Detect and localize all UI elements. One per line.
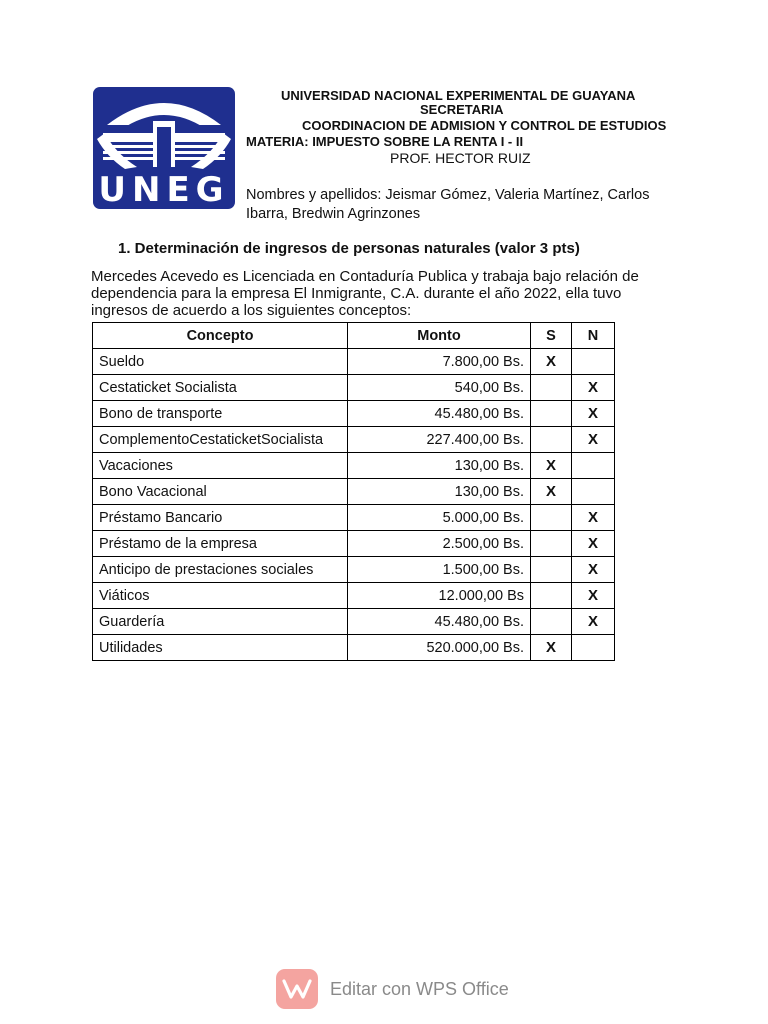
cell-s [531,375,572,401]
table-row [93,505,615,531]
table-row [93,401,615,427]
cell-n [572,453,615,479]
cell-amount: 45.480,00 Bs. [348,401,531,427]
cell-concept: Vacaciones [93,453,348,479]
cell-s: X [531,635,572,661]
cell-n: X [572,531,615,557]
cell-n: X [572,609,615,635]
cell-concept: Viáticos [93,583,348,609]
cell-amount: 45.480,00 Bs. [348,609,531,635]
cell-n [572,635,615,661]
table-row [93,349,615,375]
cell-concept: Utilidades [93,635,348,661]
cell-concept: Bono Vacacional [93,479,348,505]
cell-amount: 7.800,00 Bs. [348,349,531,375]
cell-s: X [531,453,572,479]
wps-office-icon [276,969,318,1009]
income-table [92,322,615,661]
cell-n: X [572,401,615,427]
cell-amount: 130,00 Bs. [348,453,531,479]
header-subject: MATERIA: IMPUESTO SOBRE LA RENTA I - II [246,134,524,149]
logo-wordmark: UNEG [98,170,230,210]
cell-n: X [572,375,615,401]
table-row [93,557,615,583]
cell-amount: 5.000,00 Bs. [348,505,531,531]
table-row [93,453,615,479]
section-title: 1. Determinación de ingresos de personas naturales (valor 3 pts) [118,240,580,257]
cell-s [531,557,572,583]
cell-s [531,583,572,609]
cell-amount: 1.500,00 Bs. [348,557,531,583]
cell-concept: Cestaticket Socialista [93,375,348,401]
table-row [93,531,615,557]
cell-s [531,427,572,453]
cell-n: X [572,583,615,609]
header-amount: Monto [348,323,531,349]
cell-concept: Préstamo Bancario [93,505,348,531]
uneg-logo [93,87,235,209]
table-row [93,609,615,635]
cell-s: X [531,349,572,375]
table-row [93,479,615,505]
cell-n: X [572,505,615,531]
header-concept: Concepto [93,323,348,349]
header-s: S [531,323,572,349]
header-n: N [572,323,615,349]
student-names: Nombres y apellidos: Jeismar Gómez, Valeria Martínez, Carlos Ibarra, Bredwin Agrinzones [246,187,650,222]
cell-s [531,505,572,531]
cell-n [572,479,615,505]
cell-concept: ComplementoCestaticketSocialista [93,427,348,453]
cell-n: X [572,427,615,453]
wps-label: Editar con WPS Office [330,978,509,999]
cell-concept: Guardería [93,609,348,635]
table-row [93,583,615,609]
header-department: COORDINACION DE ADMISION Y CONTROL DE ESTUDIOS [302,118,667,133]
cell-s: X [531,479,572,505]
header-professor: PROF. HECTOR RUIZ [390,150,531,166]
table-header-row [93,323,615,349]
cell-amount: 130,00 Bs. [348,479,531,505]
cell-n [572,349,615,375]
cell-concept: Préstamo de la empresa [93,531,348,557]
cell-s [531,531,572,557]
header-university: UNIVERSIDAD NACIONAL EXPERIMENTAL DE GUAYANA [281,88,636,103]
edit-with-wps-button[interactable] [276,969,509,1009]
table-row [93,635,615,661]
cell-amount: 520.000,00 Bs. [348,635,531,661]
cell-s [531,401,572,427]
cell-concept: Sueldo [93,349,348,375]
cell-concept: Anticipo de prestaciones sociales [93,557,348,583]
cell-s [531,609,572,635]
cell-concept: Bono de transporte [93,401,348,427]
table-row [93,375,615,401]
cell-amount: 12.000,00 Bs [348,583,531,609]
cell-amount: 2.500,00 Bs. [348,531,531,557]
cell-amount: 540,00 Bs. [348,375,531,401]
table-row [93,427,615,453]
problem-paragraph: Mercedes Acevedo es Licenciada en Contaduría Publica y trabaja bajo relación de dependencia para la empresa El Inmigrante, C.A. durante el año 2022, ella tuvo ingresos de acuerdo a los siguientes conceptos: [91,268,639,319]
cell-n: X [572,557,615,583]
header-office: SECRETARIA [420,102,504,117]
cell-amount: 227.400,00 Bs. [348,427,531,453]
